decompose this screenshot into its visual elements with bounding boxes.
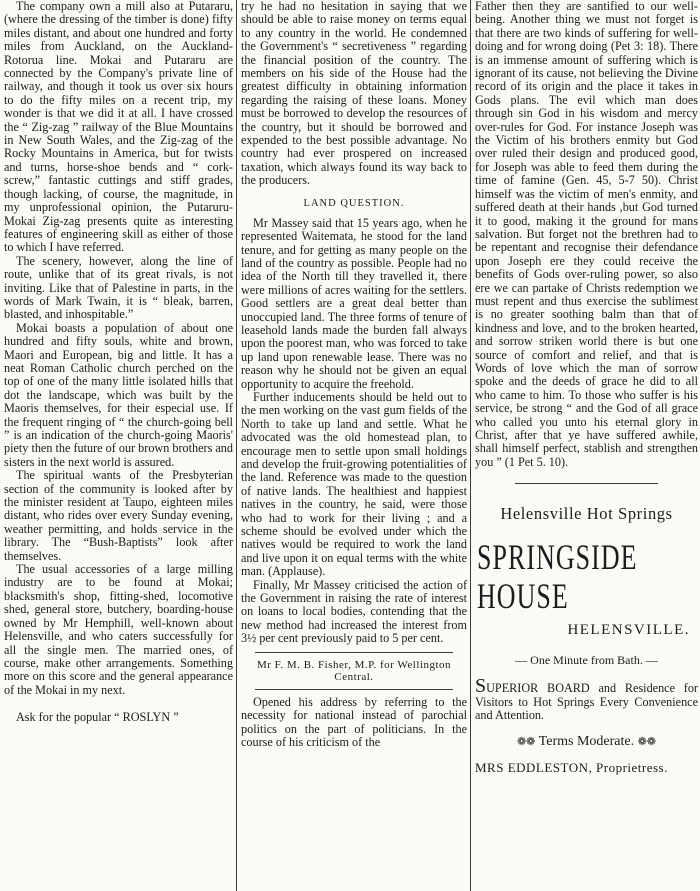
massey-paragraph-finance: try he had no hesitation in saying that we should be able to raise money on terms equal to any country in the world. He condemned the Government's “ secretiveness ” regarding the financial position of the country. The members on his side of the House had the greatest difficulty in obtaining information regarding the raising of these loans. Money must be borrowed to develop the resources of the country, but it should be borrowed and expended to the best possible advantage. No country had ever prospered on increased taxation, which always found its way back to the producers. bbox=[241, 0, 467, 188]
mokai-paragraph-population: Mokai boasts a population of about one hundred and fifty souls, white and brown, Maori and European, big and little. It has a neat Roman Catholic church perched on the top of one of the many little isolated hills that dot the landscape, which was built by the Maoris themselves, for their especial use. If the frequent ringing of “ the church-going bell ” is an indication of the church-going Maoris' piety then the future of our brown brothers and sisters in the next world is assured. bbox=[4, 320, 233, 469]
mokai-paragraph-spiritual: The spiritual wants of the Presbyterian section of the community is looked after by the minister resident at Taupo, eighteen miles distant, who rides over every Sunday evening, weather permitting, and holds service in the library. The “Bush-Baptists” look after themselves. bbox=[4, 468, 233, 563]
dash-ornament: — bbox=[645, 653, 658, 668]
ad-one-minute-text: One Minute from Bath. bbox=[530, 653, 643, 668]
massey-paragraph-land: Mr Massey said that 15 years ago, when he represented Waitemata, he stood for the land tenure, and for getting as many people on the land of the country as possible. People had no idea of the North till they travelled it, there were millions of acres waiting for the settlers. Good settlers are a great deal better than unoccupied land. The three forms of tenure of leasehold lands made the burden fall always upon the poorest man, who was forced to take up land upon renewable lease. There was no reason why he should not be given an equal opportunity to acquire the freehold. bbox=[241, 215, 467, 391]
column-rule-right bbox=[470, 0, 471, 891]
ornament-left-icon: ❁❁ bbox=[516, 736, 536, 749]
mokai-paragraph-railway: The company own a mill also at Putararu, (where the dressing of the timber is done) fifty miles distant, and about one hundred and forty miles from Auckland, on the Auckland-Rotorua line. Mokai and Putararu are connected by the Company's private line of railway, and though it took us over six hours to do the fifty miles on a recent trip, my wonder is that we did it at all. I have crossed the “ Zig-zag ” railway of the Blue Mountains in New South Wales, and the Zig-zag of the Rocky Mountains in America, but for twists and turns, horse-shoe bends and “ cork-screw,” fantastic cuttings and stiff grades, though lacking, of course, the magnitude, in my unprofessional opinion, the Putaruru-Mokai Zig-zag presents quite as interesting features of engineering skill as either of those to which I have referred. bbox=[4, 0, 233, 255]
ad-house-title: HOUSE bbox=[477, 576, 569, 617]
section-divider bbox=[515, 483, 658, 484]
column-mokai bbox=[4, 0, 233, 725]
ad-place-helensville: HELENSVILLE. bbox=[567, 622, 690, 639]
ad-springside-title: SPRINGSIDE bbox=[477, 537, 638, 578]
ad-drop-cap: S bbox=[475, 675, 487, 698]
massey-paragraph-interest: Finally, Mr Massey criticised the action of the Government in raising the rate of interest on loans to local bodies, contending that the new method had increased the interest from 3½ per cent previously paid to 5 per cent. bbox=[241, 577, 467, 646]
mokai-paragraph-accessories: The usual accessories of a large milling industry are to be found at Mokai; blacksmith's shop, fitting-shed, locomotive shed, general store, butchery, boarding-house owned by Mr Hemphill, well-known about Helensville, and who caters successfully for all the single men. The married ones, of course, make other arrangements. Something more on this score and the general appearance of the Mokai in my next. bbox=[4, 562, 233, 697]
ad-one-minute bbox=[475, 653, 698, 668]
section-heading-land-question: LAND QUESTION. bbox=[303, 197, 405, 209]
ad-superior-board bbox=[475, 675, 698, 723]
advertisement-springside-house bbox=[475, 504, 698, 776]
byline-fisher: Mr F. M. B. Fisher, M.P. for Wellington Central. bbox=[256, 658, 452, 683]
column-rule-left bbox=[236, 0, 237, 891]
ornament-right-icon: ❁❁ bbox=[637, 736, 657, 749]
section-divider bbox=[255, 652, 453, 653]
ad-superior-board-text: UPERIOR BOARD and Residence for Visitors to Hot Springs Every Convenience and Attention. bbox=[475, 681, 698, 723]
column-sermon-and-ad bbox=[475, 0, 698, 776]
mokai-paragraph-scenery: The scenery, however, along the line of route, unlike that of its great rivals, is not inviting. Like that of Palestine in parts, in the words of Mark Twain, it is “ bleak, barren, blasted, and inhospitable.” bbox=[4, 253, 233, 322]
column-massey-speech bbox=[241, 0, 467, 749]
sermon-paragraph: Father then they are santified to our well-being. Another thing we must not forget is that there are two kinds of suffering for well-doing and for wrong doing (Pet 3: 18). There is an immense amount of suffering which is ignorant of its cause, not believing the Divine record of its origin and the place it takes in Gods plans. The evil which man does through sin God in his wisdom and mercy over-rules for God. For instance Joseph was the Victim of his brothers enmity but God over ruled their design and produced good, for Joseph was able to feed them during the time of famine (Gen. 45, 5-7 50). Christ himself was the victim of men's enmity, and suffered death at their hands ,but God turned it to good, making it the ground for mans salvation. But forget not the brethren had to be repentant and recognise their defendance upon Joseph ere they could receive the benefits of Gods over-ruling power, so also ere we can partake of Christs redemption we must repent and thus exercise the sublimest is no greater soothing balm than that of kindness and love, and to the broken hearted, and sorrow striken world there is but one source of comfort and relief, and that is Words of love which the man of sorrow spoke and the deeds of grace he did to all who came to him. To those who suffer is his service, be strong “ and the God of all grace who called you unto his eternal glory in Christ, after that ye have suffered awhile, shall himself perfect, stablish and strengthen you ” (1 Pet 5. 10). bbox=[475, 0, 698, 469]
ad-terms-line bbox=[475, 734, 698, 750]
fisher-paragraph-opening: Opened his address by referring to the necessity for national instead of parochial politics on the part of politicians. In the course of his criticism of the bbox=[241, 694, 467, 749]
ad-terms-text: Terms Moderate. bbox=[538, 734, 635, 750]
ad-proprietress: MRS EDDLESTON, Proprietress. bbox=[475, 760, 668, 776]
roslyn-ad-teaser: Ask for the popular “ ROSLYN ” bbox=[16, 710, 179, 725]
massey-paragraph-inducements: Further inducements should be held out to the men working on the vast gum fields of the North to take up land and settle. What he advocated was the old homestead plan, to encourage men to settle upon small holdings and develop the fruit-growing potentialities of the land. Reference was made to the question of native lands. The healthiest and happiest natives in the country, he said, were those who had to work for their living ; and a scheme should be evolved under which the natives would be required to work the land and live upon it on equal terms with the white man. (Applause). bbox=[241, 389, 467, 579]
ad-hot-springs-heading: Helensville Hot Springs bbox=[500, 504, 673, 524]
dash-ornament: — bbox=[515, 653, 528, 668]
section-divider bbox=[255, 689, 453, 690]
